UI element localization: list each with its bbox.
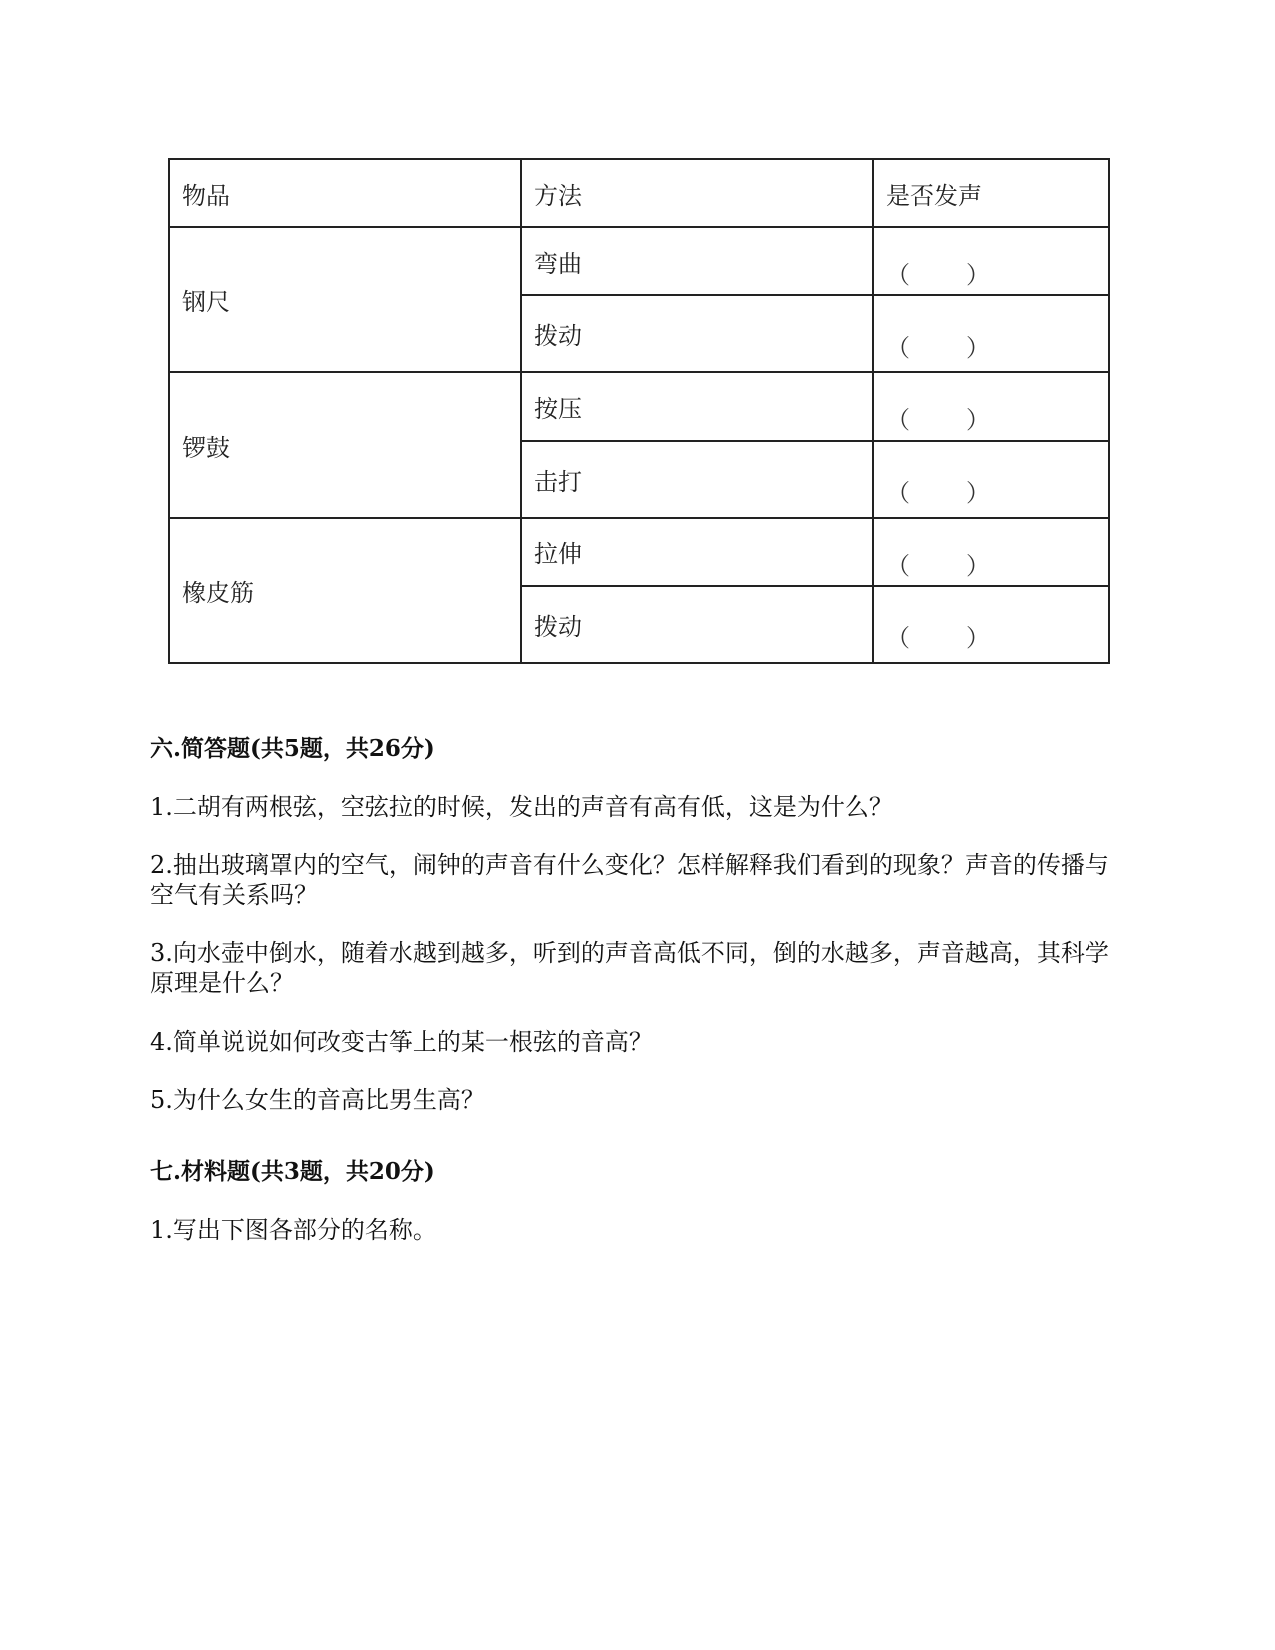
answer-blank[interactable]: （ ） bbox=[873, 295, 1109, 372]
question-6-5: 5.为什么女生的音高比男生高？ bbox=[150, 1086, 485, 1114]
item-cell: 锣鼓 bbox=[169, 372, 521, 517]
answer-blank[interactable]: （ ） bbox=[873, 518, 1109, 586]
header-item: 物品 bbox=[169, 159, 521, 227]
method-cell: 拨动 bbox=[521, 295, 873, 372]
method-cell: 拨动 bbox=[521, 586, 873, 663]
item-cell: 钢尺 bbox=[169, 227, 521, 372]
section-6-title: 六.简答题(共5题，共26分) bbox=[150, 735, 435, 762]
answer-blank[interactable]: （ ） bbox=[873, 372, 1109, 440]
method-cell: 弯曲 bbox=[521, 227, 873, 295]
item-cell: 橡皮筋 bbox=[169, 518, 521, 663]
method-cell: 击打 bbox=[521, 441, 873, 518]
method-cell: 拉伸 bbox=[521, 518, 873, 586]
answer-blank[interactable]: （ ） bbox=[873, 227, 1109, 295]
table-row bbox=[169, 372, 1109, 440]
sound-experiment-table bbox=[168, 158, 1110, 664]
question-6-4: 4.简单说说如何改变古筝上的某一根弦的音高？ bbox=[150, 1028, 653, 1056]
table-row bbox=[169, 518, 1109, 586]
table-header-row bbox=[169, 159, 1109, 227]
question-6-1: 1.二胡有两根弦，空弦拉的时候，发出的声音有高有低，这是为什么？ bbox=[150, 793, 893, 821]
question-6-2: 2.抽出玻璃罩内的空气，闹钟的声音有什么变化？怎样解释我们看到的现象？声音的传播与空气有关系吗？ bbox=[150, 851, 1109, 909]
answer-blank[interactable]: （ ） bbox=[873, 441, 1109, 518]
answer-blank[interactable]: （ ） bbox=[873, 586, 1109, 663]
method-cell: 按压 bbox=[521, 372, 873, 440]
header-method: 方法 bbox=[521, 159, 873, 227]
header-sound: 是否发声 bbox=[873, 159, 1109, 227]
table-row bbox=[169, 227, 1109, 295]
section-7-title: 七.材料题(共3题，共20分) bbox=[150, 1158, 435, 1185]
question-6-3: 3.向水壶中倒水，随着水越到越多，听到的声音高低不同，倒的水越多，声音越高，其科学原理是什么？ bbox=[150, 939, 1109, 997]
question-7-1: 1.写出下图各部分的名称。 bbox=[150, 1216, 437, 1244]
